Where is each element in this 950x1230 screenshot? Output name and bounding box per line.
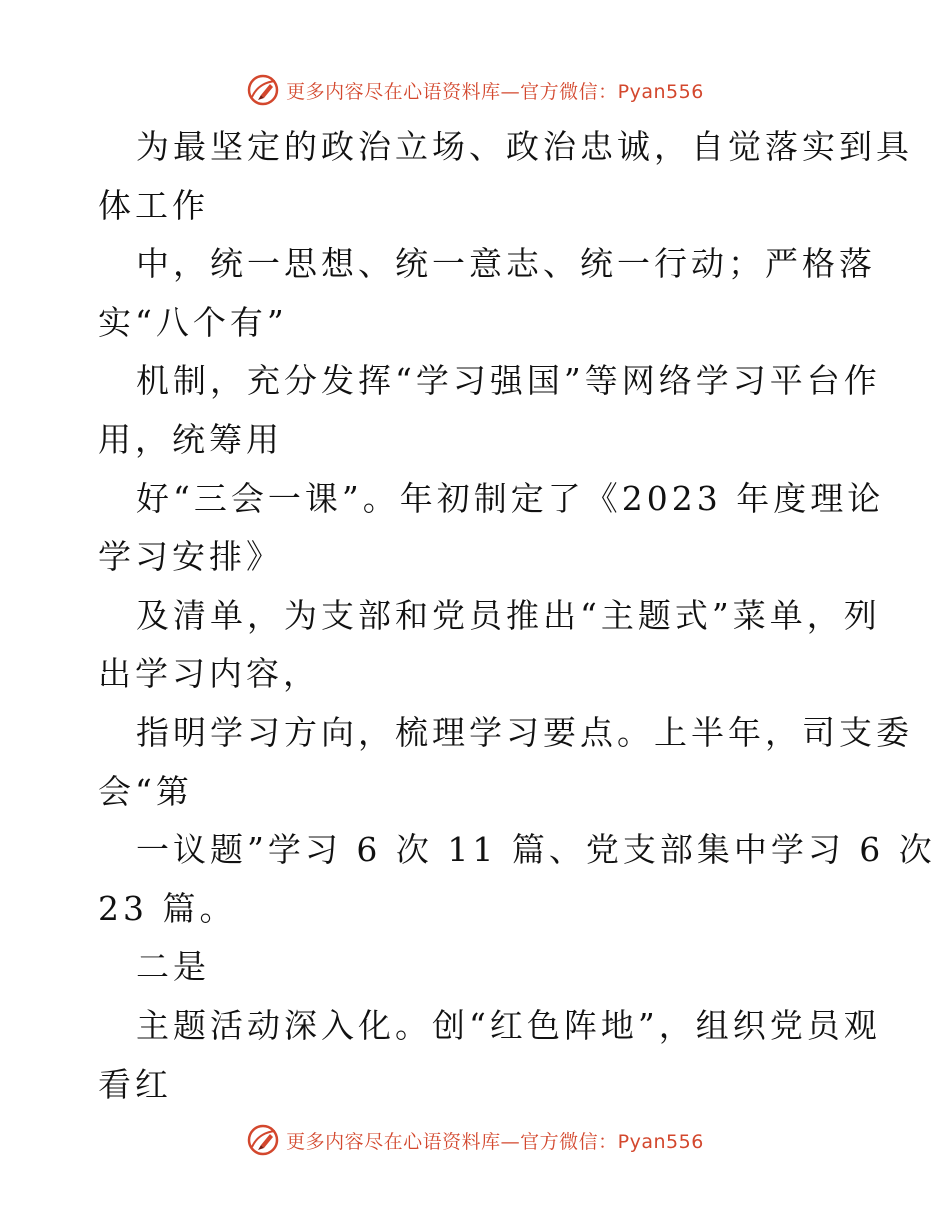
document-body [98, 118, 936, 1114]
text-line: 中，统一思想、统一意志、统一行动；严格落 [136, 244, 876, 284]
watermark-wechat-text: 官方微信：Pyan556 [520, 1130, 704, 1153]
pen-nib-logo-icon [246, 1123, 280, 1157]
text-line: 及清单，为支部和党员推出“主题式”菜单，列 [136, 595, 881, 635]
text-line: 二是 [136, 947, 210, 987]
watermark-site-text: 更多内容尽在心语资料库— [286, 80, 521, 103]
text-line: 实“八个有” [98, 302, 288, 342]
text-line: 机制，充分发挥“学习强国”等网络学习平台作 [136, 361, 881, 401]
watermark-text [286, 1127, 704, 1154]
text-line: 主题活动深入化。创“红色阵地”，组织党员观 [136, 1005, 881, 1045]
text-line: 出学习内容， [98, 654, 320, 694]
footer-watermark [0, 1120, 950, 1160]
text-line: 23 篇。 [98, 888, 237, 928]
pen-nib-logo-icon [246, 73, 280, 107]
watermark-wechat-text: 官方微信：Pyan556 [520, 80, 704, 103]
text-line: 用，统筹用 [98, 419, 283, 459]
text-line: 看红 [98, 1064, 172, 1104]
watermark-site-text: 更多内容尽在心语资料库— [286, 1130, 521, 1153]
text-line: 好“三会一课”。年初制定了《2023 年度理论 [136, 478, 885, 518]
text-line: 会“第 [98, 771, 193, 811]
text-line: 学习安排》 [98, 537, 283, 577]
text-line: 一议题”学习 6 次 11 篇、党支部集中学习 6 次 [136, 830, 936, 870]
watermark-text [286, 77, 704, 104]
text-line: 指明学习方向，梳理学习要点。上半年，司支委 [136, 712, 913, 752]
text-line: 体工作 [98, 185, 209, 225]
header-watermark [0, 70, 950, 110]
text-line: 为最坚定的政治立场、政治忠诚，自觉落实到具 [136, 127, 913, 166]
